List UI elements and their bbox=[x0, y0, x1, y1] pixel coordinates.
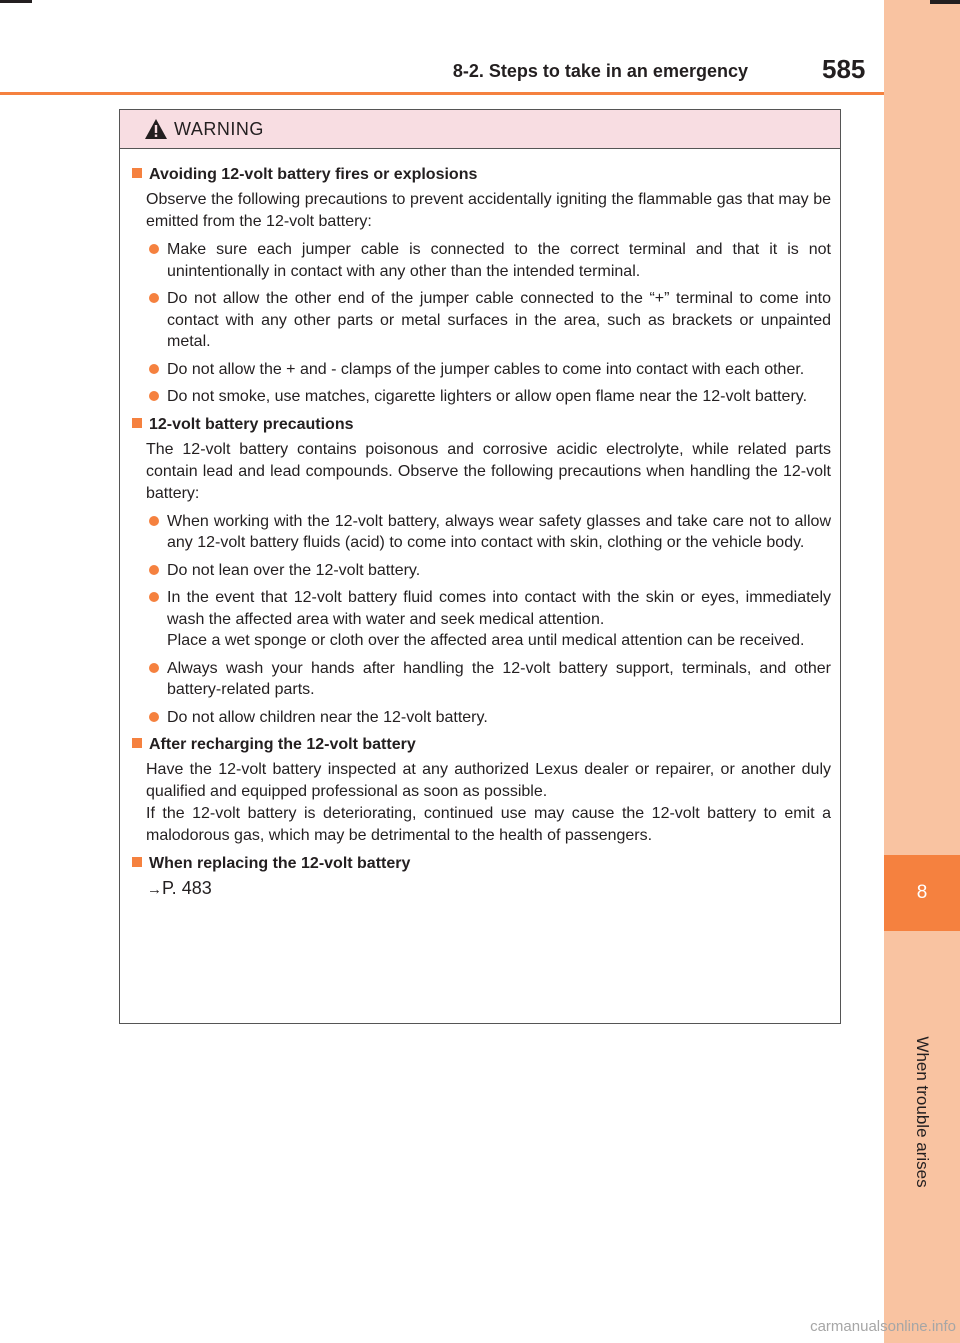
list-item: Make sure each jumper cable is connected to the correct terminal and that it is not unintentionally in contact with any other than the intended terminal. bbox=[126, 239, 831, 282]
round-bullet-icon bbox=[149, 663, 159, 673]
section-paragraph: Have the 12-volt battery inspected at any authorized Lexus dealer or repairer, or another duly qualified and equipped professional as soon as possible. If the 12-volt battery is deteriorating, continued use may cause the 12-volt battery to emit a malodorous gas, which may be detrimental to the health of passengers. bbox=[146, 761, 831, 844]
section-heading: When replacing the 12-volt battery bbox=[126, 855, 831, 873]
warning-title: WARNING bbox=[174, 118, 264, 139]
warning-triangle-icon bbox=[144, 118, 168, 140]
round-bullet-icon bbox=[149, 391, 159, 401]
section-intro: Observe the following precautions to prevent accidentally igniting the flammable gas that may be emitted from the 12-volt battery: bbox=[146, 191, 831, 230]
section-title: 8-2. Steps to take in an emergency bbox=[452, 61, 748, 81]
list-item bbox=[126, 587, 831, 652]
list-item: Do not lean over the 12-volt battery. bbox=[126, 560, 831, 582]
watermark: carmanualsonline.info bbox=[810, 1318, 956, 1335]
list-item: Do not smoke, use matches, cigarette lighters or allow open flame near the 12-volt battery. bbox=[126, 386, 831, 408]
round-bullet-icon bbox=[149, 244, 159, 254]
warning-header bbox=[120, 110, 840, 149]
crop-mark-right bbox=[930, 0, 960, 4]
round-bullet-icon bbox=[149, 712, 159, 722]
list-item: Do not allow the other end of the jumper cable connected to the “+” terminal to come into contact with any other parts or metal surfaces in the area, such as brackets or unpainted metal. bbox=[126, 288, 831, 353]
warning-body bbox=[120, 149, 840, 899]
section-intro: The 12-volt battery contains poisonous and corrosive acidic electrolyte, while related parts contain lead and lead compounds. Observe the following precautions when handling the 12-volt battery: bbox=[146, 440, 831, 502]
chapter-title: When trouble arises bbox=[913, 1036, 932, 1188]
list-item-text-continued: Place a wet sponge or cloth over the affected area until medical attention can be received. bbox=[167, 632, 805, 649]
round-bullet-icon bbox=[149, 516, 159, 526]
header-divider bbox=[0, 92, 884, 95]
round-bullet-icon bbox=[149, 592, 159, 602]
square-bullet-icon bbox=[132, 418, 142, 428]
square-bullet-icon bbox=[132, 857, 142, 867]
list-item-text: In the event that 12-volt battery fluid comes into contact with the skin or eyes, immediately wash the affected area with water and seek medical attention. bbox=[167, 589, 831, 628]
section-after-recharging bbox=[126, 736, 831, 847]
section-heading: 12-volt battery precautions bbox=[126, 416, 831, 434]
round-bullet-icon bbox=[149, 293, 159, 303]
section-replacing-battery bbox=[126, 855, 831, 899]
page-reference-link[interactable]: →P. 483 bbox=[147, 878, 212, 898]
crop-mark bbox=[0, 0, 32, 3]
section-battery-precautions bbox=[126, 416, 831, 729]
section-fires-explosions bbox=[126, 166, 831, 408]
section-heading: Avoiding 12-volt battery fires or explosions bbox=[126, 166, 831, 184]
list-item: Do not allow children near the 12-volt battery. bbox=[126, 707, 831, 729]
page-number: 585 bbox=[822, 54, 866, 84]
list-item: Always wash your hands after handling the 12-volt battery support, terminals, and other battery-related parts. bbox=[126, 658, 831, 701]
list-item: Do not allow the + and - clamps of the jumper cables to come into contact with each other. bbox=[126, 359, 831, 381]
round-bullet-icon bbox=[149, 364, 159, 374]
round-bullet-icon bbox=[149, 565, 159, 575]
arrow-right-icon: → bbox=[147, 881, 162, 898]
square-bullet-icon bbox=[132, 738, 142, 748]
warning-box bbox=[119, 109, 841, 1024]
section-heading: After recharging the 12-volt battery bbox=[126, 736, 831, 754]
list-item: When working with the 12-volt battery, always wear safety glasses and take care not to allow any 12-volt battery fluids (acid) to come into contact with skin, clothing or the vehicle body. bbox=[126, 511, 831, 554]
chapter-number-tab[interactable]: 8 bbox=[884, 855, 960, 931]
square-bullet-icon bbox=[132, 168, 142, 178]
